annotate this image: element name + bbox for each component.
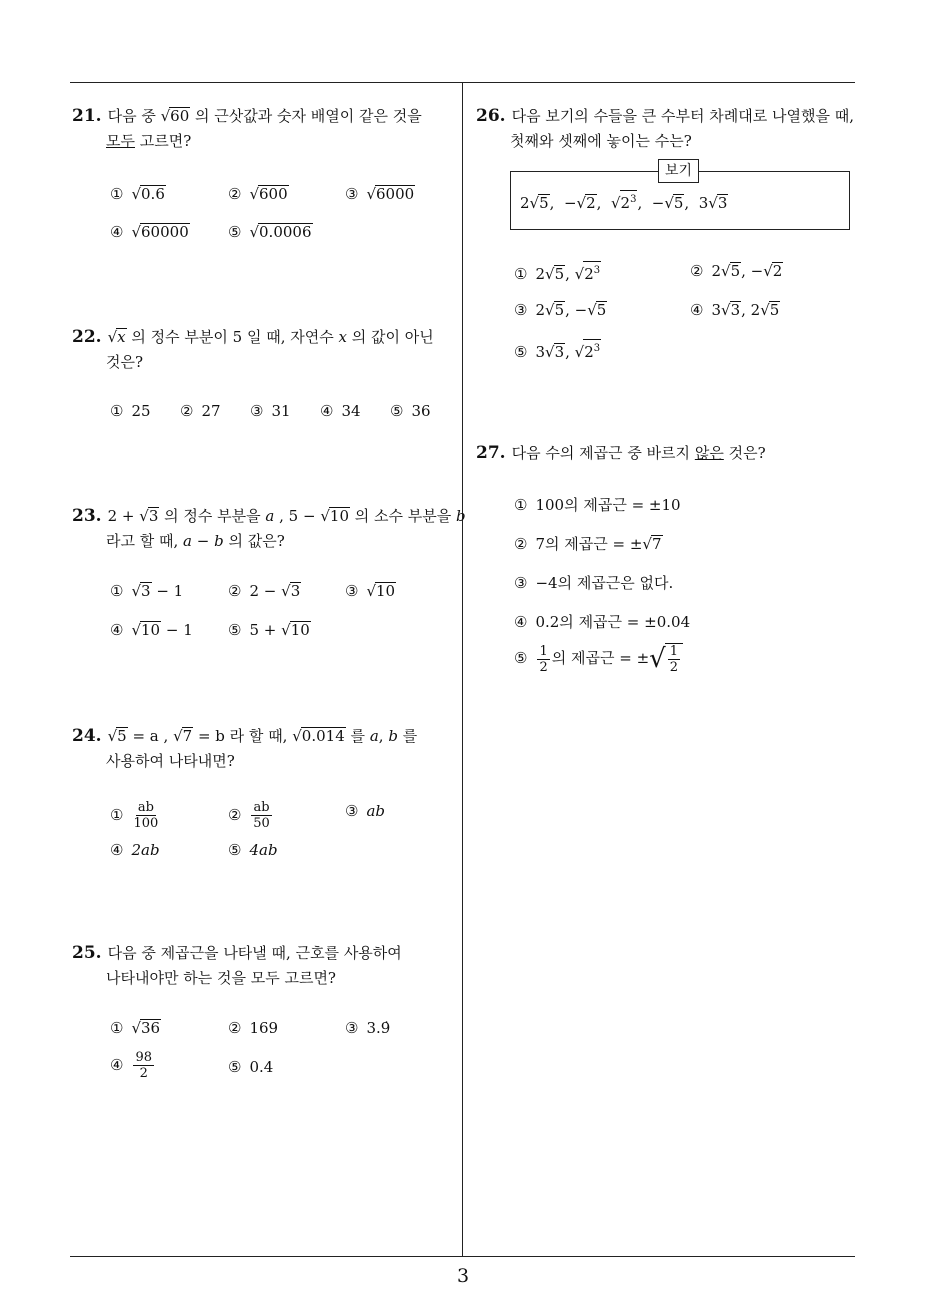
q24-option-3[interactable]: ③ ab (345, 802, 385, 820)
q24-option-2[interactable]: ② $\frac{ab}{50}$ (228, 800, 270, 831)
q24-option-5[interactable]: ⑤ 4ab (228, 841, 278, 859)
q23-option-4[interactable]: ④ √10 − 1 (110, 621, 193, 639)
sqrt-expression: √60 (160, 107, 190, 125)
q26-option-1[interactable]: ① 2√5, $√2^3$ (514, 261, 601, 284)
q24-option-4[interactable]: ④ 2ab (110, 841, 160, 859)
q22-option-5[interactable]: ⑤ 36 (390, 402, 431, 420)
q26-option-4[interactable]: ④ 3√3, 2√5 (690, 301, 780, 319)
q23-option-2[interactable]: ② 2 − √3 (228, 582, 301, 600)
question-27: 27. 다음 수의 제곱근 중 바르지 않은 것은? (476, 443, 766, 463)
q25-option-5[interactable]: ⑤ 0.4 (228, 1058, 274, 1076)
q25-option-4[interactable]: ④ $\frac{98}{2}$ (110, 1050, 152, 1081)
q23-option-1[interactable]: ① √3 − 1 (110, 582, 184, 600)
q26-option-3[interactable]: ③ 2√5, −√5 (514, 301, 607, 319)
question-number: 21. (72, 106, 102, 126)
q27-option-2[interactable]: ② 7의 제곱근 = ±√7 (514, 535, 662, 553)
question-23: 23. 2 + √3 의 정수 부분을 a , 5 − √10 의 소수 부분을 b 라고 할 때, a − b 의 값은? (72, 506, 466, 550)
q21-option-3[interactable]: ③ √6000 (345, 185, 415, 203)
q21-option-4[interactable]: ④ √60000 (110, 223, 189, 241)
question-25: 25. 다음 중 제곱근을 나타낼 때, 근호를 사용하여 나타내야만 하는 것을 모두 고르면? (72, 943, 402, 987)
q21-option-5[interactable]: ⑤ √0.0006 (228, 223, 312, 241)
q22-option-4[interactable]: ④ 34 (320, 402, 361, 420)
q26-option-5[interactable]: ⑤ 3√3, $√2^3$ (514, 339, 601, 362)
bottom-rule (70, 1256, 855, 1257)
q22-option-2[interactable]: ② 27 (180, 402, 221, 420)
question-24: 24. √5 = a , √7 = b 라 할 때, √0.014 를 a, b 를 사용하여 나타내면? (72, 726, 418, 770)
column-divider (462, 83, 463, 1257)
example-box-content: 2√5, −√2, $√2^3$, −√5, 3√3 (520, 190, 728, 212)
q23-option-5[interactable]: ⑤ 5 + √10 (228, 621, 310, 639)
q22-option-1[interactable]: ① 25 (110, 402, 151, 420)
q25-option-1[interactable]: ① √36 (110, 1019, 161, 1037)
q25-option-2[interactable]: ② 169 (228, 1019, 279, 1037)
q27-option-4[interactable]: ④ 0.2의 제곱근 = ±0.04 (514, 613, 691, 631)
question-21: 21. 다음 중 √60 의 근삿값과 숫자 배열이 같은 것을 모두 고르면? (72, 106, 422, 150)
q21-option-2[interactable]: ② √600 (228, 185, 288, 203)
question-22: 22. √x 의 정수 부분이 5 일 때, 자연수 x 의 값이 아닌 것은? (72, 327, 434, 371)
q26-option-2[interactable]: ② 2√5, −√2 (690, 262, 783, 280)
q27-option-1[interactable]: ① 100의 제곱근 = ±10 (514, 496, 681, 514)
q23-option-3[interactable]: ③ √10 (345, 582, 396, 600)
q25-option-3[interactable]: ③ 3.9̇ (345, 1019, 391, 1037)
q24-option-1[interactable]: ① $\frac{ab}{100}$ (110, 800, 159, 831)
q27-option-3[interactable]: ③ −4의 제곱근은 없다. (514, 574, 674, 592)
q27-option-5[interactable]: ⑤ $\frac{1}{2}$ 의 제곱근 = ±√ $\frac{1}{2}$ (514, 643, 683, 675)
q22-option-3[interactable]: ③ 31 (250, 402, 291, 420)
question-26: 26. 다음 보기의 수들을 큰 수부터 차례대로 나열했을 때, 첫째와 셋째에 놓이는 수는? (476, 106, 855, 150)
example-box-label: 보기 (658, 159, 699, 183)
q21-option-1[interactable]: ① √0.6 (110, 185, 165, 203)
page-number: 3 (456, 1265, 470, 1287)
